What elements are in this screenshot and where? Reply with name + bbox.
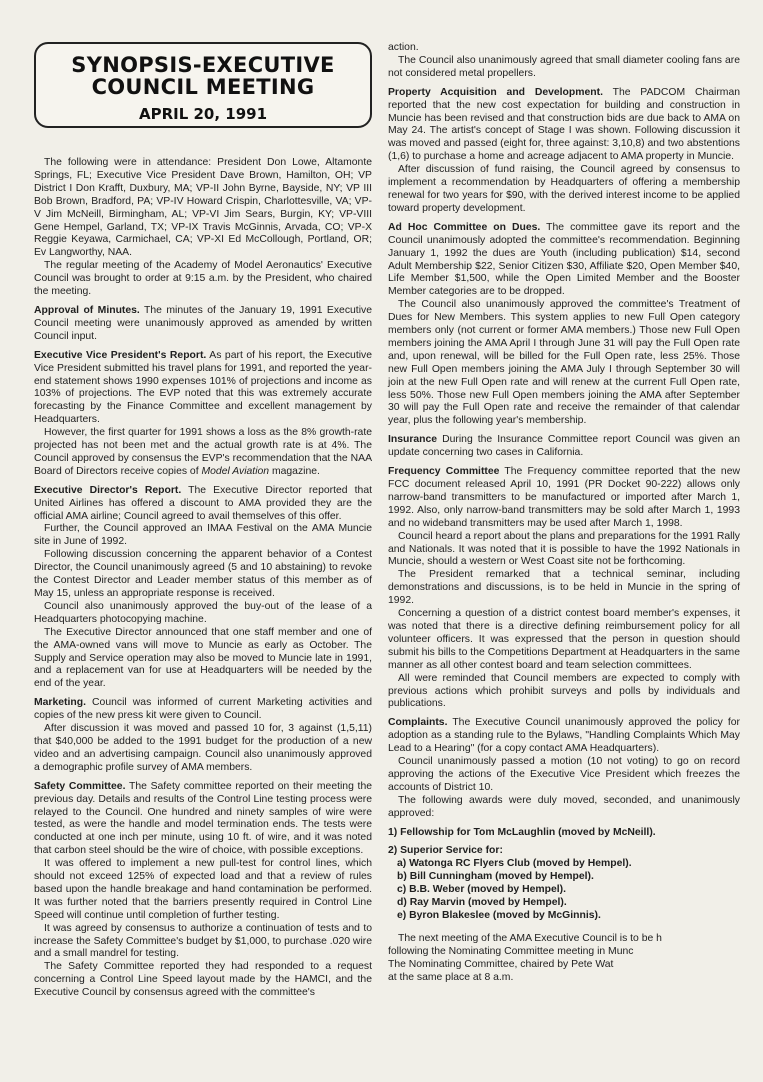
- attendance-paragraph: The following were in attendance: President Don Lowe, Altamonte Springs, FL; Executive Vice President Dave Brown, Hamilton, OH; VP District I Don Krafft, Duxbury, MA; VP-II John Byrne, Bayside, NY; VP III Bob Brown, Bradford, PA; VP-IV Howard Crispin, Charlottesville, VA; VP-V Jim McNeill, Birmingham, AL; VP-VI Jim Sears, Burgin, KY; VP-VIII Gene Hempel, Garland, TX; VP-IX Travis McGinnis, Arvada, CO; VP-X Reggie Keyawa, Carmichael, CA; VP-XI Ed McCollough, Portland, OR; Ev Langworthy, NAA.: [34, 157, 372, 259]
- award-item: b) Bill Cunningham (moved by Hempel).: [397, 871, 594, 883]
- next-meeting-line-2: following the Nominating Committee meeting in Munc: [388, 945, 634, 957]
- title-box: [34, 42, 372, 128]
- insurance-section: [388, 434, 740, 460]
- safety-section: [34, 781, 372, 858]
- safety-paragraph-2: It was offered to implement a new pull-test for control lines, which should not exceed 125% of expected load and that a review of rules based upon the handle breakage and hand contamination be performed. It was further noted that the barriers presently required in Control Line Speed will continue until completion of further testing.: [34, 858, 372, 921]
- title-line-1: SYNOPSIS-EXECUTIVE: [71, 53, 335, 77]
- section-text: The committee gave its report and the Council unanimously adopted the committee's recommendation. Beginning January 1, 1992 the dues are Youth (including publication) $14, second Adult Membership $22, Senior Citizen $30, Affiliate $20, Open Member $40, Life Member $1,500, while the Open Limited Member and the Booster Member categories are to be dropped.: [388, 221, 740, 298]
- call-to-order-paragraph: The regular meeting of the Academy of Model Aeronautics' Executive Council was brought to order at 9:15 a.m. by the President, who chaired the meeting.: [34, 260, 372, 298]
- evp-paragraph-2: [34, 427, 372, 479]
- ed-paragraph-2: Further, the Council approved an IMAA Festival on the AMA Muncie site in June of 1992.: [34, 523, 372, 548]
- section-heading: Executive Vice President's Report.: [34, 349, 207, 361]
- section-text: The Frequency committee reported that the new FCC document released April 10, 1991 (PR Docket 90-222) allows only narrow-band transmitters to be manufactured or imported after March 1, 1992. Also, only narrow-band transmitters may be sold after March 1, 1993 and no wideband transmitters may be used after March 1, 1998.: [388, 466, 740, 529]
- award-superior-service: 2) Superior Service for:: [388, 845, 503, 857]
- frequency-paragraph-3: The President remarked that a technical seminar, including demonstrations and discussions, is to be held in Muncie in the spring of 1992.: [388, 569, 740, 607]
- right-column: [388, 42, 740, 985]
- section-heading: Insurance: [388, 434, 438, 446]
- section-text: Council was informed of current Marketing activities and copies of the new press kit were given to Council.: [34, 697, 372, 722]
- magazine-title: Model Aviation: [201, 465, 270, 477]
- section-heading: Safety Committee.: [34, 780, 126, 792]
- next-meeting-block: [388, 933, 740, 985]
- ed-paragraph-4: Council also unanimously approved the buy-out of the lease of a Headquarters photocopying machine.: [34, 600, 372, 625]
- dues-section: [388, 222, 740, 299]
- section-heading: Complaints.: [388, 717, 448, 729]
- next-meeting-line-3: The Nominating Committee, chaired by Pete Wat: [388, 958, 614, 970]
- frequency-paragraph-4: Concerning a question of a district contest board member's expenses, it was noted that there is a directive defining reimbursement policy for all volunteer officers. It was expressed that the person in question should submit his bills to the Competitions Department at Headquarters in the same manner as all other contest board and team selection committees.: [388, 608, 740, 671]
- award-item: d) Ray Marvin (moved by Hempel).: [397, 897, 567, 909]
- section-text: During the Insurance Committee report Council was given an update concerning two cases in California.: [388, 434, 740, 459]
- property-section: [388, 87, 740, 164]
- award-item: e) Byron Blakeslee (moved by McGinnis).: [397, 910, 601, 921]
- frequency-section: [388, 466, 740, 531]
- section-heading: Marketing.: [34, 697, 86, 709]
- frequency-paragraph-5: All were reminded that Council members are expected to comply with previous actions which prohibit surveys and polls by individuals and publications.: [388, 672, 740, 710]
- section-heading: Approval of Minutes.: [34, 304, 140, 316]
- minutes-section: [34, 305, 372, 344]
- complaints-paragraph-3: The following awards were duly moved, seconded, and unanimously approved:: [388, 794, 740, 819]
- evp-report-section: [34, 350, 372, 427]
- next-meeting-line-1: The next meeting of the AMA Executive Council is to be h: [398, 932, 662, 944]
- safety-paragraph-4: The Safety Committee reported they had responded to a request concerning a Control Line Speed layout made by the HAMCI, and the Executive Council by consensus agreed with the committee's: [34, 961, 372, 999]
- text-run: magazine.: [269, 465, 320, 477]
- section-text: The Safety committee reported on their meeting the previous day. Details and results of the Control Line testing process were relayed to the Council. One hundred and ninety samples of wire were tested, as were the handle and model termination ends. The tests were conducted at one inch per minute, using 10 ft. of wire, and it was noted that carbon steel should be the wire of choice, with possible exceptions.: [34, 780, 373, 857]
- complaints-section: [388, 717, 740, 756]
- text-run: However, the first quarter for 1991 shows a loss as the 8% growth-rate projected has not been met and the actual growth rate is at 4%. The Council approved by consensus the EVP's recommendation that the NAA Board of Directors receive copies of: [34, 427, 372, 477]
- left-column: [34, 157, 372, 1000]
- section-text: The Executive Director reported that United Airlines has offered a discount to AMA provided they are the official AMA airline; Council agreed to avail themselves of this offer.: [34, 484, 372, 522]
- fan-paragraph: The Council also unanimously agreed that small diameter cooling fans are not considered metal propellers.: [388, 54, 740, 79]
- section-text: As part of his report, the Executive Vice President submitted his travel plans for 1991, and reported the year-end statement shows 1990 expenses 101% of projections and income as 103% of projections. The EVP noted that this was extremely accurate forecasting by the Finance Committee and excellent management by Headquarters.: [34, 349, 372, 426]
- ed-paragraph-3: Following discussion concerning the apparent behavior of a Contest Director, the Council unanimously agreed (5 and 10 abstaining) to revoke the Contest Director and Leader member status of this member as of May 15, unless an appropriate response is received.: [34, 549, 372, 599]
- ed-paragraph-5: The Executive Director announced that one staff member and one of the AMA-owned vans will move to Muncie as early as October. The Supply and Service operation may also be moved to Muncie late in 1991, and a replacement van for use at Headquarters will be needed by the end of the year.: [34, 626, 372, 690]
- marketing-paragraph-2: After discussion it was moved and passed 10 for, 3 against (1,5,11) that $40,000 be added to the 1991 budget for the production of a new video and an advertising campaign. Council also unanimously approved a demographic profile survey of AMA members.: [34, 723, 372, 773]
- section-text: The Executive Council unanimously approved the policy for adoption as a standing rule to the Bylaws, "Handling Complaints Which May Lead to a Hearing" (for a copy contact AMA Headquarters).: [388, 717, 740, 755]
- award-item: a) Watonga RC Flyers Club (moved by Hempel).: [397, 858, 632, 870]
- property-paragraph-2: After discussion of fund raising, the Council agreed by consensus to implement a recommendation by Headquarters of offering a membership renewal for two years for $90, with the derived interest income to be applied toward property development.: [388, 164, 740, 214]
- complaints-paragraph-2: Council unanimously passed a motion (10 not voting) to go on record approving the actions of the Executive Vice President which freezes the accounts of District 10.: [388, 756, 740, 793]
- award-item: c) B.B. Weber (moved by Hempel).: [397, 884, 566, 896]
- section-heading: Frequency Committee: [388, 466, 500, 478]
- award-fellowship: 1) Fellowship for Tom McLaughlin (moved by McNeill).: [388, 826, 656, 838]
- safety-paragraph-3: It was agreed by consensus to authorize a continuation of tests and to increase the Safety Committee's budget by $1,000, to purchase .020 wire and a small mandrel for testing.: [34, 922, 372, 960]
- meeting-date: APRIL 20, 1991: [138, 105, 268, 123]
- section-text: The PADCOM Chairman reported that the new cost expectation for building and construction in Muncie has been revised and that construction bids are due back to AMA on May 24. The artist's concept of Stage I was shown. Following discussion it was moved and passed (eight for, three against: 3,10,8) and two abstentions (1,6) to purchase a home and acreage adjacent to AMA property in Muncie.: [388, 86, 740, 163]
- next-meeting-line-4: at the same place at 8 a.m.: [388, 971, 514, 983]
- section-heading: Ad Hoc Committee on Dues.: [388, 221, 541, 233]
- ed-report-section: [34, 485, 372, 524]
- section-heading: Property Acquisition and Development.: [388, 86, 603, 98]
- marketing-section: [34, 697, 372, 723]
- continued-text: action.: [388, 42, 419, 53]
- section-heading: Executive Director's Report.: [34, 484, 182, 496]
- title-line-2: COUNCIL MEETING: [91, 75, 315, 99]
- dues-paragraph-2: The Council also unanimously approved the committee's Treatment of Dues for New Members. This system applies to new Full Open category members only (not current or former AMA members.) Those new Full Open members joining the AMA April I through June 31 will pay the Full Open rate and, upon renewal, will be billed for the Full Open rate, less 25%. Those new Full Open members joining the AMA July I through September 30 will join at the new Full Open rate and will renew at the current Full Open rate, less 50%. Those new Full Open members joining the AMA after September 30 will pay the Full Open rate and receive the remainder of that calendar year, plus the following year's membership.: [388, 299, 740, 427]
- section-text: The minutes of the January 19, 1991 Executive Council meeting were unanimously approved as amended by written Council input.: [34, 304, 372, 342]
- frequency-paragraph-2: Council heard a report about the plans and preparations for the 1991 Rally and Nationals. It was noted that it is possible to have the 1992 Nationals in Muncie, should a western or West Coast site not be forthcoming.: [388, 530, 740, 568]
